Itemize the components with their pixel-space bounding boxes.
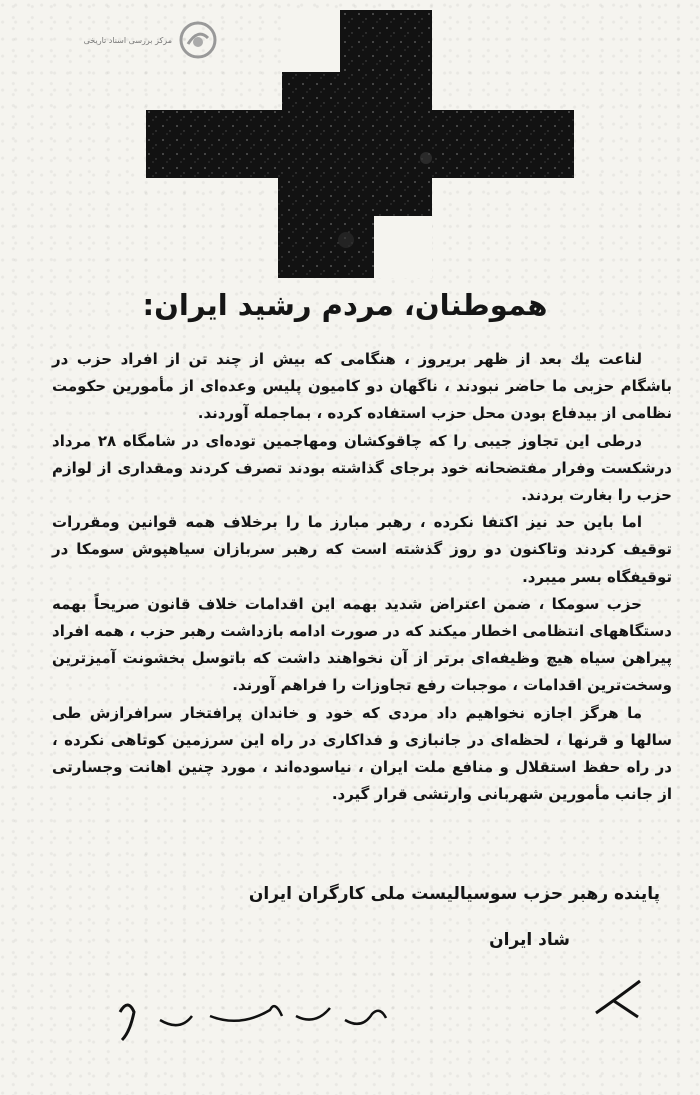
cross-mark-icon [590, 975, 645, 1020]
swastika-emblem-icon [146, 10, 574, 282]
paragraph: حزب سومکا ، ضمن اعتراض شدید بهمه این اقدامات خلاف قانون صریحاً بهمه دستگاههای انتظامی اخطار میکند که در صورت ادامه بازداشت رهبر حزب ، همه افراد پیراهن سیاه هیچ وظیفه‌ای برتر از آن نخواهند داشت که باتوسل بخشونت آمیزترین وسخت‌ترین اقدامات ، موجبات رفع تجاوزات را فراهم آورند. [52, 594, 672, 695]
closing-line-2: شاد ایران [489, 930, 570, 950]
watermark-text: مرکز بررسی اسناد تاریخی [83, 35, 172, 45]
body-text [52, 346, 672, 808]
paragraph: اما باین حد نیز اکتفا نکرده ، رهبر مبارز ما را برخلاف همه قوانین ومقررات توقیف کردند وتاکنون دو روز گذشته است که رهبر سربازان سیاهپوش سومکا در توقیفگاه بسر میبرد. [52, 513, 672, 586]
paragraph: ما هرگز اجازه نخواهیم داد مردی که خود و خاندان پرافتخار سرافرازش طی سالها و قرنها ، لحظه‌ای در جانبازی و فداکاری در راه این سرزمین‌ کوتاهی نکرده ، در راه حفظ استقلال و منافع ملت ایران ، نیاسوده‌اند ، مورد چنین اهانت وجسارتی از جانب مأمورین شهربانی وارتشی قرار گیرد. [52, 703, 672, 804]
paragraph: لناعت یك بعد از ظهر بریروز ، هنگامی که بیش از چند تن از افراد حزب در باشگام حزبی ما حاضر نبودند ، ناگهان دو کامیون پلیس وعده‌ای از مأمورین حکومت نظامی از بیدفاع بودن محل حزب استفاده کرده ، بماجمله آوردند. [52, 350, 672, 423]
document-title: هموطنان، مردم رشید ایران: [142, 288, 548, 322]
handwritten-signature [100, 980, 400, 1050]
closing-line: پاینده رهبر حزب سوسیالیست ملی کارگران ایران [248, 884, 660, 904]
paragraph: درطی این تجاوز جیبی را که چاقوکشان ومهاجمین توده‌ای در شامگاه ۲۸ مرداد درشکست وفرار مفتضحانه خود برجای گذاشته بودند تصرف کردند ومقداری از لوازم حزب را بغارت بردند. [52, 431, 672, 505]
